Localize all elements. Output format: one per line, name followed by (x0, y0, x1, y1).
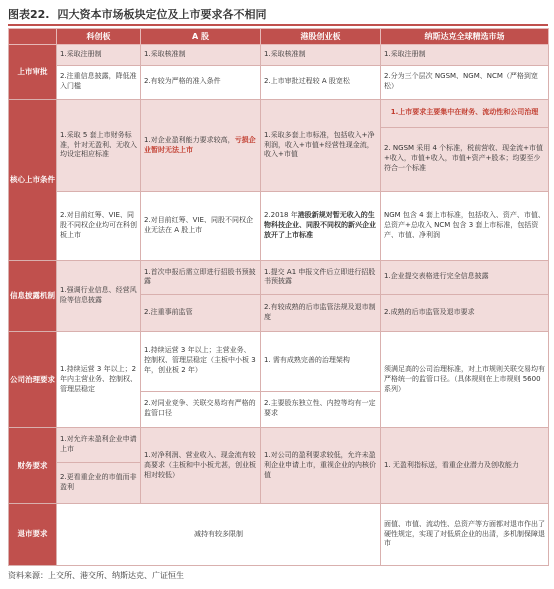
row-label-disclosure: 信息披露机制 (9, 260, 57, 331)
hk-governance-2: 2.主要股东独立性、内控等均有一定要求 (261, 391, 381, 428)
row-core-3 (9, 191, 549, 212)
header-corner (9, 29, 57, 45)
header-row (9, 29, 549, 45)
nq-finance-1: 1. 无盈利指标送，看重企业潜力及创收能力 (381, 428, 549, 504)
header-a-share: A 股 (141, 29, 261, 45)
a-listing-1: 1.采取核准制 (141, 45, 261, 66)
nq-delisting: 面值、市值、流动性、总资产等方面都对退市作出了硬性规定，实现了对低质企业的出清，多机制保障退市 (381, 503, 549, 565)
header-nasdaq: 纳斯达克全球精选市场 (381, 29, 549, 45)
row-disclosure-1 (9, 260, 549, 294)
a-disclosure-2: 2.注重事前监管 (141, 295, 261, 332)
row-governance-1 (9, 331, 549, 391)
header-star-market: 科创板 (57, 29, 141, 45)
a-core-1-highlight: 亏损企业暂时无法上市 (144, 135, 256, 154)
row-finance-1 (9, 428, 549, 462)
hk-core-1: 1.采取多套上市标准，包括收入+净利润，收入+市值+经营性现金流，收入+市值 (261, 100, 381, 192)
nq-core-2: 2. NGSM 采用 4 个标准，税前营收、现金流+市值+收入，市值+收入，市值+资产+股本；均要至少符合一个标准 (381, 127, 549, 191)
row-listing-2 (9, 65, 549, 99)
nq-disclosure-2: 2.成熟的后市监管及退市要求 (381, 295, 549, 332)
nq-disclosure-1: 1.企业提交表格进行完全信息披露 (381, 260, 549, 294)
nq-listing-1: 1.采取注册制 (381, 45, 549, 66)
star-finance-1: 1.对允许未盈利企业申请上市 (57, 428, 141, 462)
row-label-delisting: 退市要求 (9, 503, 57, 565)
row-listing-1 (9, 45, 549, 66)
row-delisting (9, 503, 549, 565)
figure-number: 图表22. (8, 8, 50, 21)
nq-core-3: NGM 包含 4 套上市标准，包括收入、资产、市值、总资产+总收入 NCM 包含 3 套上市标准，包括资产、市值、净利润 (381, 191, 549, 260)
a-core-1 (141, 100, 261, 192)
nq-governance: 须满足高的公司治理标准，对上市规则关联交易均有严格统一的监管口径。（具体规则在上市规则 5600 系列） (381, 331, 549, 427)
a-finance-1: 1.对净利润、营业收入、现金流有较高要求（主板和中小板尤甚，创业板相对较低） (141, 428, 261, 504)
star-core-1: 1.采取 5 套上市财务标准，针对无盈利、无收入均设定相应标准 (57, 100, 141, 192)
nq-listing-2: 2.分为三个层次 NGSM、NGM、NCM（严格到宽松） (381, 65, 549, 99)
hk-governance-1: 1. 需有成熟完善的治理架构 (261, 331, 381, 391)
row-label-listing: 上市审批 (9, 45, 57, 100)
hk-disclosure-1: 1.提交 A1 申报文件后立即进行招股书预披露 (261, 260, 381, 294)
a-core-2: 2.对目前红筹、VIE、同股不同权企业无法在 A 股上市 (141, 191, 261, 260)
hk-listing-1: 1.采取核准制 (261, 45, 381, 66)
hk-core-2 (261, 191, 381, 260)
figure-header (8, 4, 548, 26)
a-core-1-text: 1.对企业盈利能力要求较高， (144, 135, 235, 144)
source-note: 资料来源：上交所、港交所、纳斯达克、广证恒生 (8, 571, 184, 580)
a-listing-2: 2.有较为严格的准入条件 (141, 65, 261, 99)
hk-finance-1: 1.对公司的盈利要求较低，允许未盈利企业申请上市，重视企业的内核价值 (261, 428, 381, 504)
hk-core-2-highlight: 港股新规对暂无收入的生物科技企业、同股不同权的新兴企业放开了上市标准 (264, 210, 376, 239)
row-label-core: 核心上市条件 (9, 100, 57, 261)
row-label-governance: 公司治理要求 (9, 331, 57, 427)
hk-listing-2: 2.上市审批过程较 A 股宽松 (261, 65, 381, 99)
star-finance-2: 2.更看重企业的市值而非盈利 (57, 462, 141, 503)
a-governance-1: 1.持续运营 3 年以上；主营业务、控制权、管理层稳定（主板中小板 3 年，创业板 2 年） (141, 331, 261, 391)
hk-disclosure-2: 2.有较成熟的后市监管法规及退市制度 (261, 295, 381, 332)
a-hk-delisting: 减持有较多限制 (57, 503, 381, 565)
star-disclosure-1: 1.强调行业信息、经营风险等信息披露 (57, 260, 141, 331)
star-core-2: 2.对目前红筹、VIE、同股不同权企业均可在科创板上市 (57, 191, 141, 260)
nq-core-1: 1.上市要求主要集中在财务、流动性和公司治理 (381, 100, 549, 128)
header-hk-gem: 港股创业板 (261, 29, 381, 45)
star-listing-2: 2.注重信息披露，降低准入门槛 (57, 65, 141, 99)
figure-title: 四大资本市场板块定位及上市要求各不相同 (57, 8, 267, 21)
a-governance-2: 2.对同业竞争、关联交易均有严格的监管口径 (141, 391, 261, 428)
a-disclosure-1: 1.首次申报后需立即进行招股书预披露 (141, 260, 261, 294)
hk-core-2-text: 2.2018 年 (264, 210, 298, 219)
row-core-1 (9, 100, 549, 128)
star-governance-1: 1.持续运营 3 年以上；2 年内主营业务、控制权、管理层稳定 (57, 331, 141, 427)
row-label-finance: 财务要求 (9, 428, 57, 504)
star-listing-1: 1.采取注册制 (57, 45, 141, 66)
comparison-table (8, 28, 548, 566)
